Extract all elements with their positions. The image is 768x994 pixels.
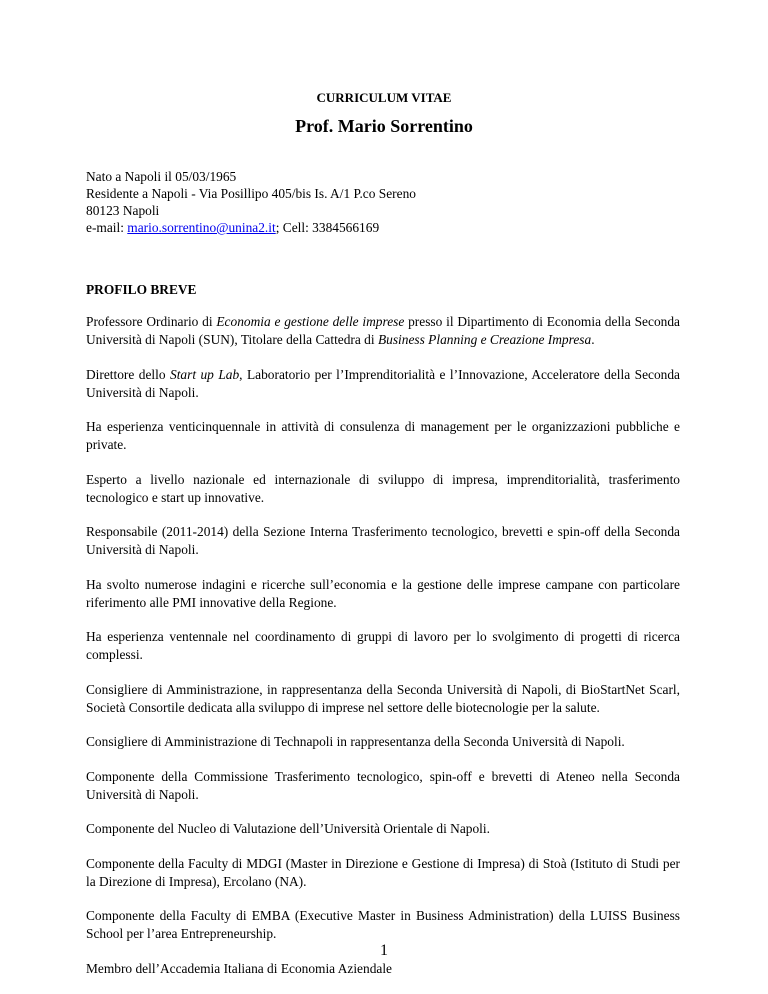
paragraph: Consigliere di Amministrazione di Technapoli in rappresentanza della Seconda Università di Napoli. [86, 734, 625, 749]
paragraph-professor: Professore Ordinario di Economia e gestione delle imprese presso il Dipartimento di Economia della Seconda Università di Napoli (SUN), Titolare della Cattedra di Business Planning e Creazione Impresa. [86, 314, 680, 347]
cell-phone: ; Cell: 3384566169 [275, 220, 380, 235]
email-link[interactable]: mario.sorrentino@unina2.it [127, 220, 276, 235]
contact-block [86, 168, 416, 236]
paragraph: Consigliere di Amministrazione, in rappresentanza della Seconda Università di Napoli, di BioStartNet Scarl, Società Consortile dedicata alla sviluppo di imprese nel settore delle biotecnologie per la salute. [86, 681, 680, 715]
section-title-profile: PROFILO BREVE [86, 282, 197, 297]
paragraph: Esperto a livello nazionale ed internazionale di sviluppo di impresa, imprenditorialità, trasferimento tecnologico e start up innovative. [86, 471, 680, 505]
paragraph: Membro dell’Accademia Italiana di Economia Aziendale [86, 960, 392, 976]
email-label: e-mail: [86, 220, 128, 235]
page-number: 1 [380, 942, 388, 959]
paragraph-director: Direttore dello Start up Lab, Laboratorio per l’Imprenditorialità e l’Innovazione, Acceleratore della Seconda Università di Napoli. [86, 366, 680, 400]
residence-address: Residente a Napoli - Via Posillipo 405/bis Is. A/1 P.co Sereno [86, 186, 416, 201]
paragraph: Componente della Commissione Trasferimento tecnologico, spin-off e brevetti di Ateneo nella Seconda Università di Napoli. [86, 768, 680, 802]
birth-info: Nato a Napoli il 05/03/1965 [86, 169, 237, 184]
city-postal: 80123 Napoli [86, 203, 160, 218]
paragraph: Componente della Faculty di EMBA (Executive Master in Business Administration) della LUISS Business School per l’area Entrepreneurship. [86, 908, 680, 941]
paragraph: Ha esperienza venticinquennale in attività di consulenza di management per le organizzazioni pubbliche e private. [86, 419, 680, 452]
email-cell-line [86, 219, 416, 236]
profile-body [86, 313, 680, 994]
paragraph: Ha svolto numerose indagini e ricerche sull’economia e la gestione delle imprese campane con particolare riferimento alle PMI innovative della Regione. [86, 576, 680, 610]
paragraph: Ha esperienza ventennale nel coordinamento di gruppi di lavoro per lo svolgimento di progetti di ricerca complessi. [86, 629, 680, 662]
document-title: CURRICULUM VITAE [316, 90, 452, 105]
paragraph: Componente del Nucleo di Valutazione dell’Università Orientale di Napoli. [86, 821, 490, 836]
paragraph: Componente della Faculty di MDGI (Master in Direzione e Gestione di Impresa) di Stoà (Istituto di Studi per la Direzione di Impresa), Ercolano (NA). [86, 855, 680, 889]
paragraph: Responsabile (2011-2014) della Sezione Interna Trasferimento tecnologico, brevetti e spin-off della Seconda Università di Napoli. [86, 524, 680, 557]
person-name: Prof. Mario Sorrentino [295, 116, 473, 136]
